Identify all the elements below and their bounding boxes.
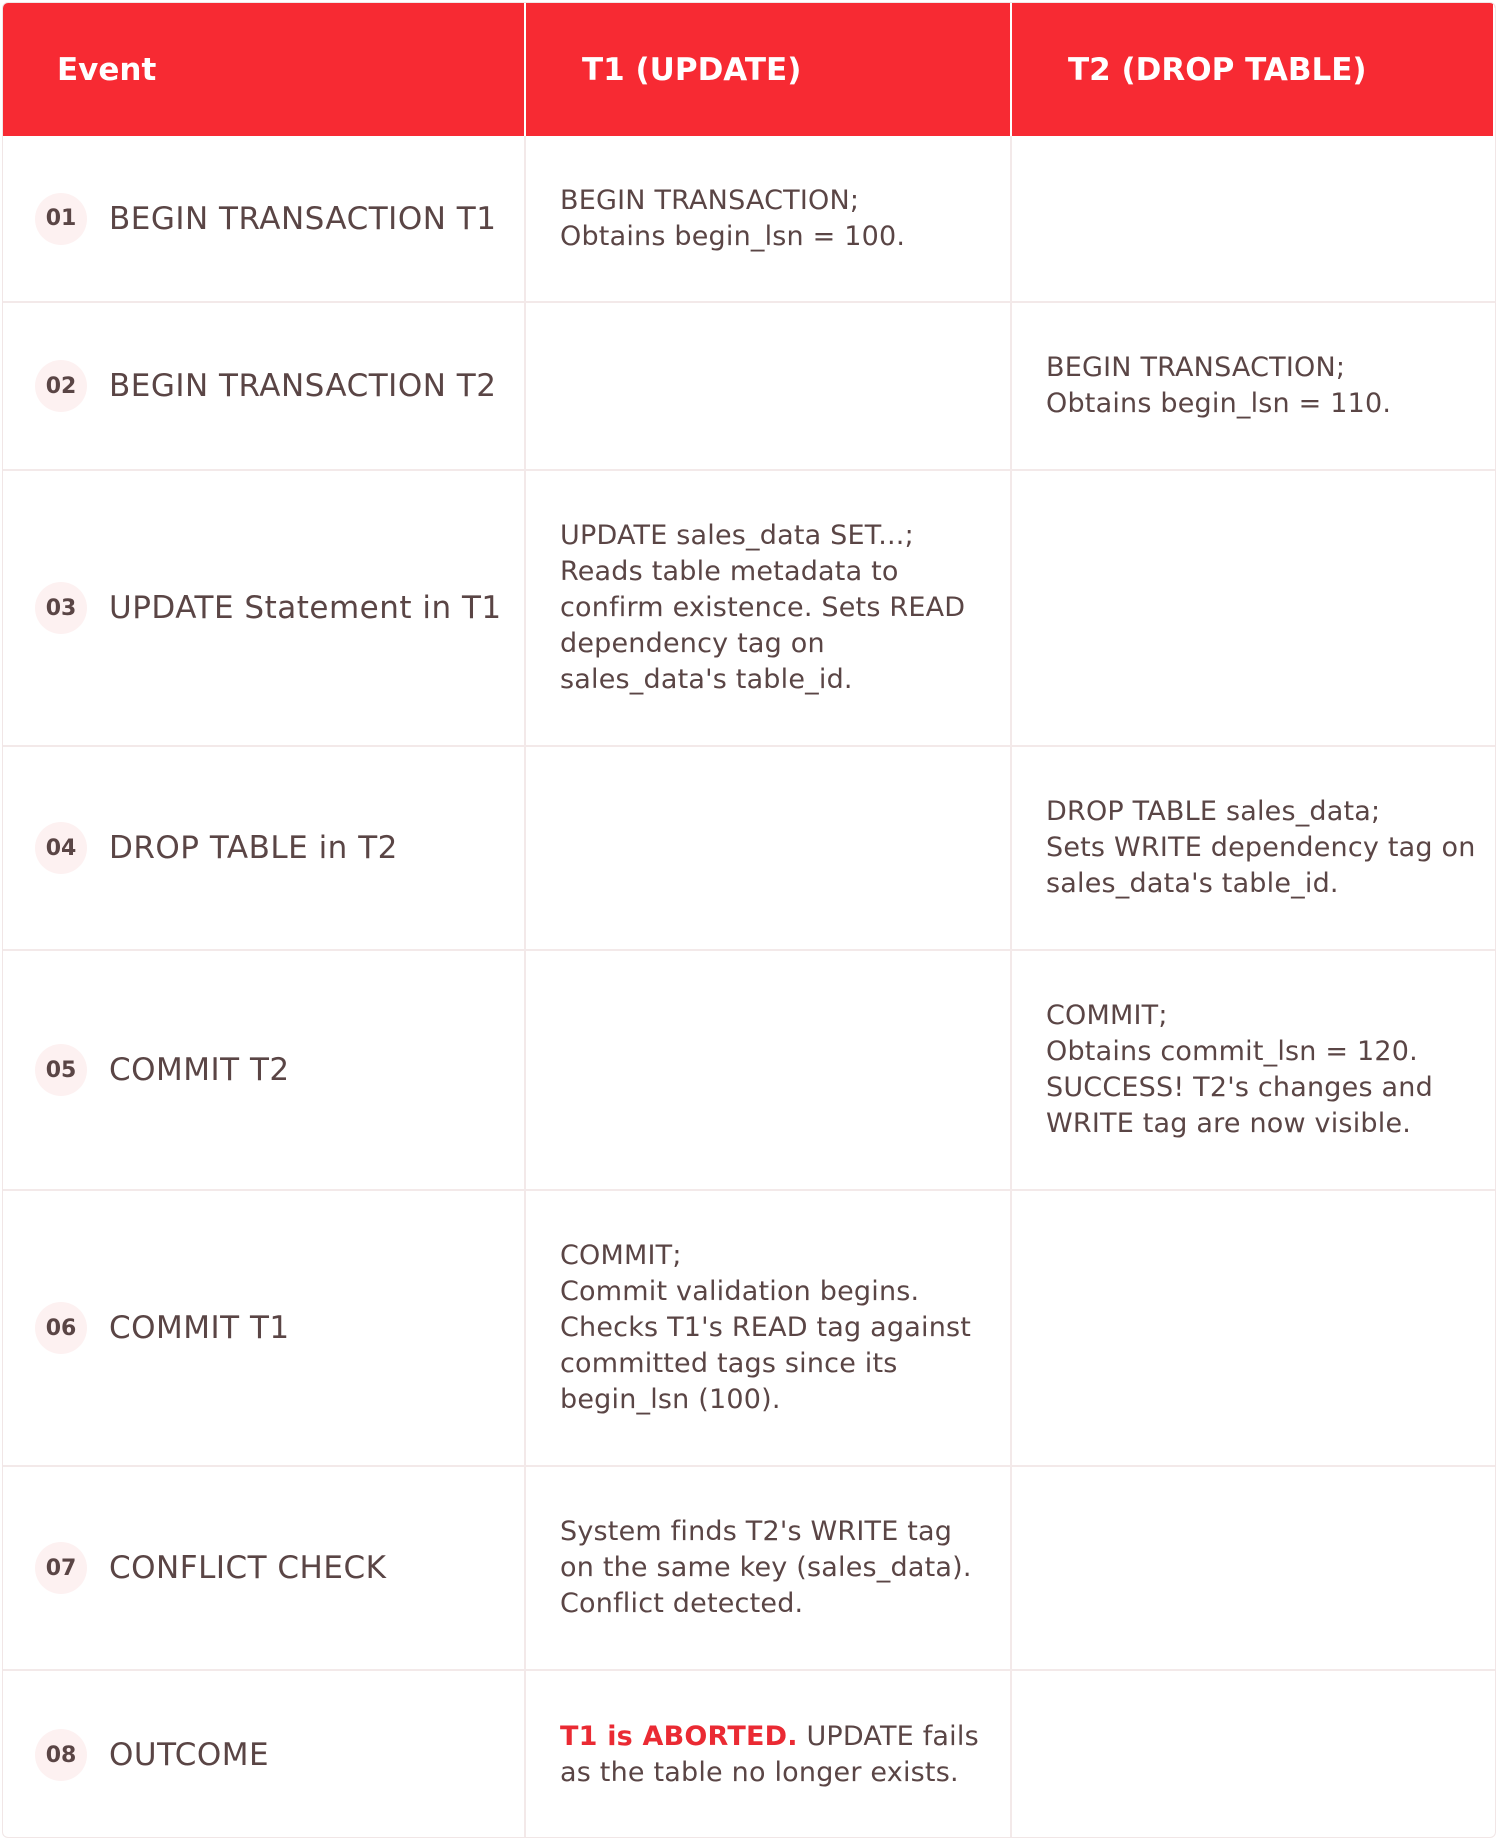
event-label: DROP TABLE in T2	[109, 830, 398, 866]
event-cell	[3, 1671, 526, 1838]
event-cell	[3, 1191, 526, 1467]
event-label: CONFLICT CHECK	[109, 1550, 387, 1586]
description-line: Sets WRITE dependency tag on	[1046, 832, 1476, 863]
t2-description	[1012, 794, 1496, 902]
t1-description	[526, 1238, 991, 1418]
description-line: Checks T1's READ tag against	[560, 1312, 972, 1343]
step-number-badge: 03	[35, 582, 87, 634]
t1-cell	[526, 1191, 1012, 1467]
t2-cell	[1012, 136, 1495, 303]
description-line: sales_data's table_id.	[560, 664, 853, 695]
description-line: BEGIN TRANSACTION;	[560, 184, 860, 216]
t1-description	[526, 183, 925, 255]
outcome-rest-text: UPDATE fails	[797, 1721, 979, 1752]
event-label: BEGIN TRANSACTION T1	[109, 200, 497, 237]
abort-status-text: T1 is ABORTED.	[560, 1721, 798, 1752]
event-label: COMMIT T2	[109, 1052, 290, 1088]
header-t2: T2 (DROP TABLE)	[1012, 3, 1495, 136]
t2-cell	[1012, 471, 1495, 747]
t1-description	[526, 1514, 992, 1622]
event-cell	[3, 1467, 526, 1671]
t1-description	[526, 518, 985, 698]
t1-cell	[526, 136, 1012, 303]
step-number-badge: 04	[35, 822, 87, 874]
description-line: Conflict detected.	[560, 1588, 804, 1619]
header-event: Event	[3, 3, 526, 136]
step-number-badge: 06	[35, 1302, 87, 1354]
event-label: BEGIN TRANSACTION T2	[109, 368, 497, 404]
description-line: COMMIT;	[560, 1240, 682, 1271]
t2-cell	[1012, 951, 1495, 1191]
t1-description	[526, 1719, 999, 1791]
t2-description	[1012, 998, 1453, 1142]
event-cell	[3, 951, 526, 1191]
event-cell	[3, 303, 526, 471]
t1-cell	[526, 303, 1012, 471]
step-number-badge: 07	[35, 1542, 87, 1594]
description-line: dependency tag on	[560, 628, 825, 659]
t1-cell	[526, 747, 1012, 951]
event-label: COMMIT T1	[109, 1310, 290, 1346]
description-line: on the same key (sales_data).	[560, 1552, 972, 1583]
description-line: WRITE tag are now visible.	[1046, 1108, 1412, 1139]
description-line: Obtains commit_lsn = 120.	[1046, 1036, 1418, 1067]
t2-description	[1012, 350, 1411, 422]
t1-cell	[526, 1467, 1012, 1671]
event-label: OUTCOME	[109, 1737, 270, 1773]
outcome-first-line	[560, 1719, 979, 1755]
t1-cell	[526, 471, 1012, 747]
description-line: confirm existence. Sets READ	[560, 592, 966, 623]
description-line: Obtains begin_lsn = 110.	[1046, 388, 1392, 419]
step-number-badge: 05	[35, 1044, 87, 1096]
t2-cell	[1012, 747, 1495, 951]
description-line: committed tags since its	[560, 1348, 898, 1379]
description-line: Obtains begin_lsn = 100.	[560, 220, 906, 252]
description-line: Reads table metadata to	[560, 556, 899, 587]
t2-cell	[1012, 1671, 1495, 1838]
event-cell	[3, 136, 526, 303]
description-line: System finds T2's WRITE tag	[560, 1516, 953, 1547]
step-number-badge: 08	[35, 1729, 87, 1781]
event-cell	[3, 471, 526, 747]
step-number-badge: 02	[35, 360, 87, 412]
transaction-timeline-table	[2, 2, 1496, 1838]
description-line: BEGIN TRANSACTION;	[1046, 352, 1346, 383]
step-number-badge: 01	[35, 193, 87, 245]
t1-cell	[526, 1671, 1012, 1838]
description-line: begin_lsn (100).	[560, 1384, 781, 1415]
description-line: as the table no longer exists.	[560, 1757, 959, 1788]
description-line: Commit validation begins.	[560, 1276, 920, 1307]
description-line: COMMIT;	[1046, 1000, 1168, 1031]
description-line: sales_data's table_id.	[1046, 868, 1339, 899]
description-line: SUCCESS! T2's changes and	[1046, 1072, 1433, 1103]
event-label: UPDATE Statement in T1	[109, 590, 502, 626]
t1-cell	[526, 951, 1012, 1191]
t2-cell	[1012, 303, 1495, 471]
description-line: UPDATE sales_data SET...;	[560, 520, 914, 551]
event-cell	[3, 747, 526, 951]
t2-cell	[1012, 1467, 1495, 1671]
description-line: DROP TABLE sales_data;	[1046, 796, 1381, 827]
header-t1: T1 (UPDATE)	[526, 3, 1012, 136]
t2-cell	[1012, 1191, 1495, 1467]
